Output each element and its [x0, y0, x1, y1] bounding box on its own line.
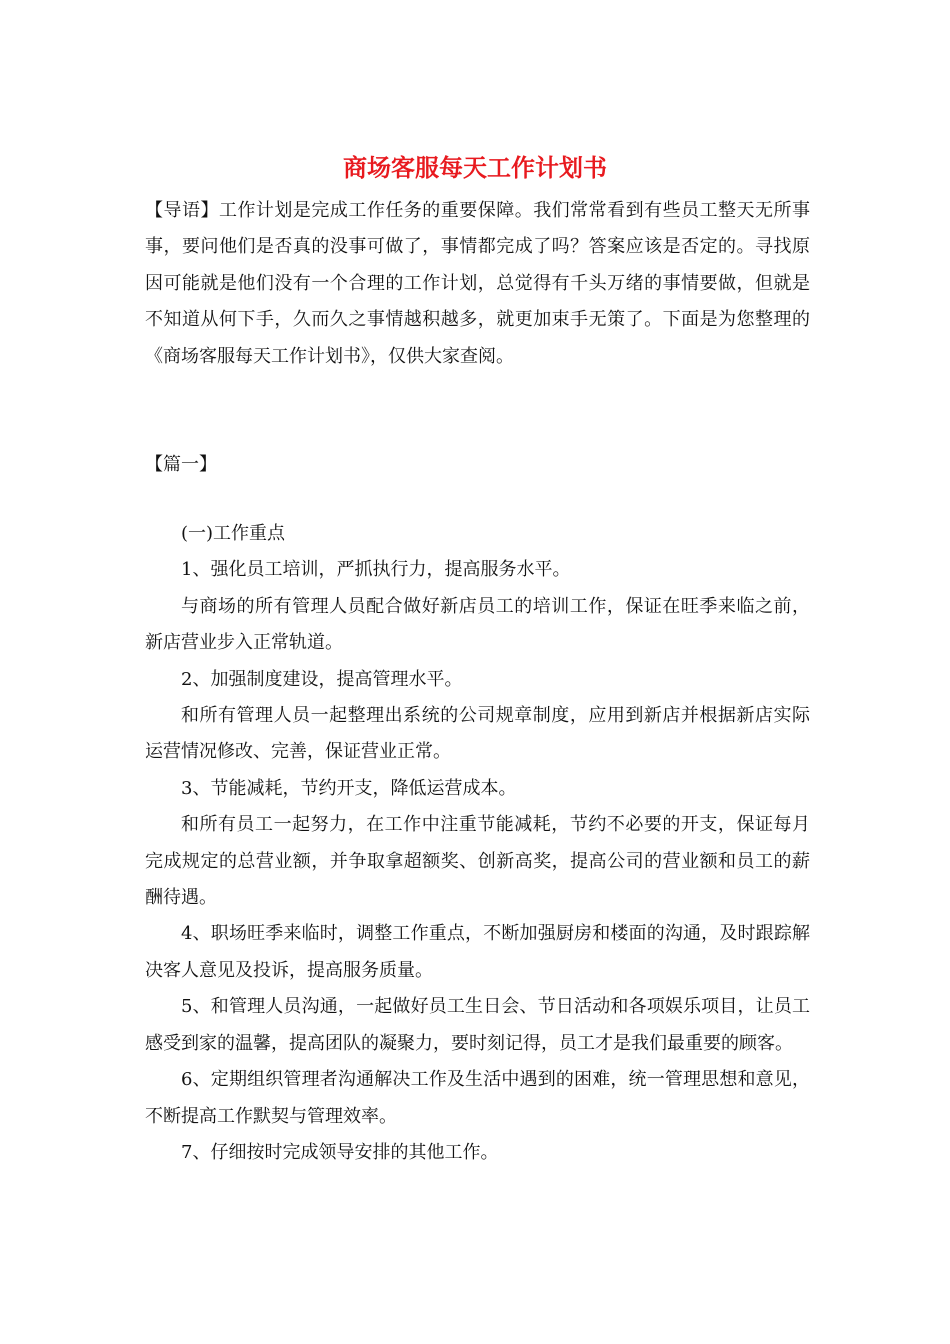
- item-3-body: 和所有员工一起努力，在工作中注重节能减耗，节约不必要的开支，保证每月完成规定的总营业额，并争取拿超额奖、创新高奖，提高公司的营业额和员工的薪酬待遇。: [145, 814, 810, 909]
- item-1-body: 与商场的所有管理人员配合做好新店员工的培训工作，保证在旺季来临之前，新店营业步入正常轨道。: [145, 595, 810, 654]
- item-4: 4、职场旺季来临时，调整工作重点，不断加强厨房和楼面的沟通，及时跟踪解决客人意见及投诉，提高服务质量。: [145, 923, 810, 981]
- intro-paragraph: 【导语】工作计划是完成工作任务的重要保障。我们常常看到有些员工整天无所事事，要问他们是否真的没事可做了，事情都完成了吗？答案应该是否定的。寻找原因可能就是他们没有一个合理的工作计划，总觉得有千头万绪的事情要做，但就是不知道从何下手，久而久之事情越积越多，就更加束手无策了。下面是为您整理的《商场客服每天工作计划书》，仅供大家查阅。: [145, 200, 810, 367]
- section-label: 【篇一】: [145, 454, 217, 475]
- item-1-heading: 1、强化员工培训，严抓执行力，提高服务水平。: [181, 559, 571, 581]
- item-2-heading: 2、加强制度建设，提高管理水平。: [181, 668, 463, 690]
- item-6: 6、定期组织管理者沟通解决工作及生活中遇到的困难，统一管理思想和意见，不断提高工作默契与管理效率。: [145, 1069, 810, 1127]
- item-3-heading: 3、节能减耗，节约开支，降低运营成本。: [181, 777, 517, 799]
- document-title: 商场客服每天工作计划书: [343, 153, 607, 182]
- item-2-body: 和所有管理人员一起整理出系统的公司规章制度，应用到新店并根据新店实际运营情况修改、完善，保证营业正常。: [145, 705, 810, 763]
- item-7: 7、仔细按时完成领导安排的其他工作。: [181, 1141, 499, 1163]
- subheading-work-focus: (一)工作重点: [181, 523, 286, 544]
- body-content: [145, 516, 810, 1171]
- item-5: 5、和管理人员沟通，一起做好员工生日会、节日活动和各项娱乐项目，让员工感受到家的温馨，提高团队的凝聚力，要时刻记得，员工才是我们最重要的顾客。: [145, 996, 810, 1054]
